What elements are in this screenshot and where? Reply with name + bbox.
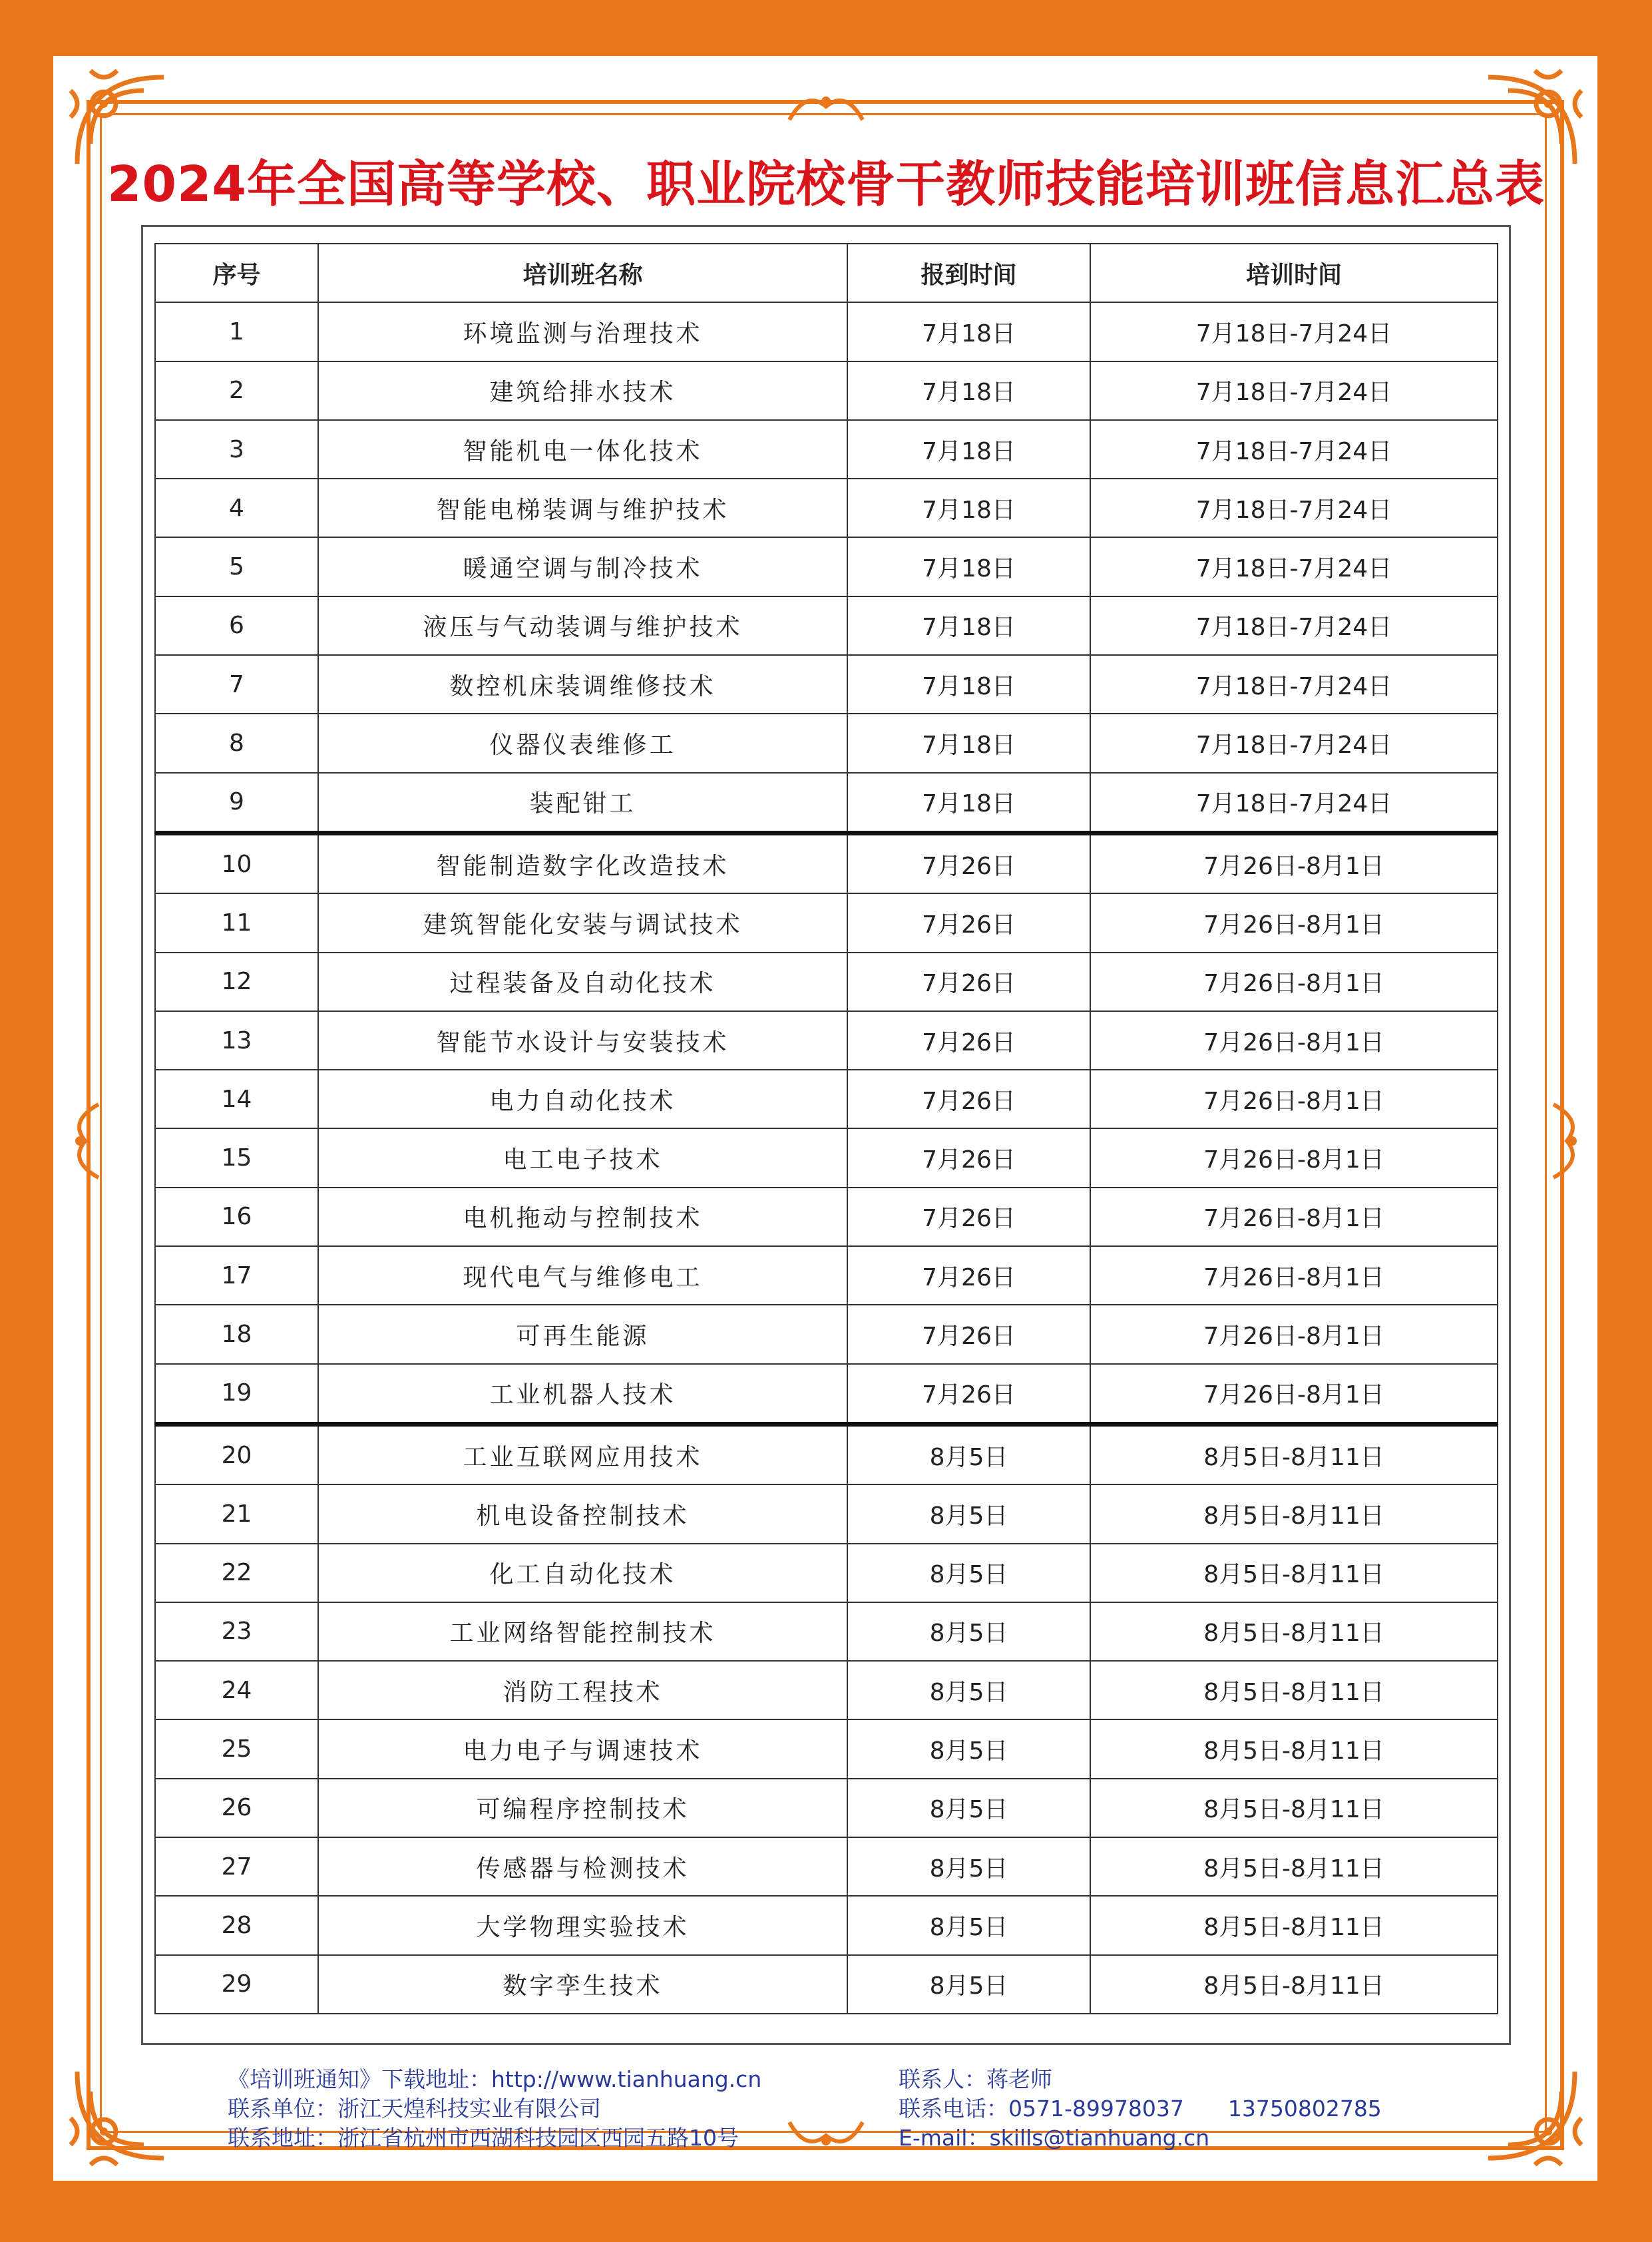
table-row <box>155 1188 1498 1246</box>
cell-no: 26 <box>155 1779 318 1837</box>
cell-no: 15 <box>155 1128 318 1187</box>
cell-checkin: 7月26日 <box>847 833 1090 893</box>
cell-no: 22 <box>155 1544 318 1602</box>
cell-no: 19 <box>155 1364 318 1425</box>
table-row <box>155 1837 1498 1896</box>
cell-period: 8月5日-8月11日 <box>1090 1602 1498 1661</box>
cell-period: 7月18日-7月24日 <box>1090 596 1498 655</box>
cell-period: 8月5日-8月11日 <box>1090 1484 1498 1543</box>
header-name: 培训班名称 <box>318 244 847 302</box>
table-row <box>155 1544 1498 1602</box>
header-period: 培训时间 <box>1090 244 1498 302</box>
cell-name: 智能电梯装调与维护技术 <box>318 479 847 537</box>
cell-checkin: 7月18日 <box>847 302 1090 361</box>
cell-checkin: 8月5日 <box>847 1837 1090 1896</box>
cell-name: 现代电气与维修电工 <box>318 1246 847 1305</box>
cell-period: 7月18日-7月24日 <box>1090 420 1498 479</box>
cell-name: 消防工程技术 <box>318 1661 847 1719</box>
cell-checkin: 8月5日 <box>847 1424 1090 1484</box>
cell-no: 9 <box>155 773 318 833</box>
cell-name: 传感器与检测技术 <box>318 1837 847 1896</box>
contact-email[interactable]: E-mail：skills@tianhuang.cn <box>899 2125 1210 2151</box>
cell-name: 可再生能源 <box>318 1305 847 1363</box>
cell-checkin: 8月5日 <box>847 1484 1090 1543</box>
table-row <box>155 953 1498 1011</box>
cell-checkin: 7月18日 <box>847 714 1090 772</box>
cell-no: 5 <box>155 537 318 596</box>
cell-no: 20 <box>155 1424 318 1484</box>
download-address[interactable]: 《培训班通知》下载地址：http://www.tianhuang.cn <box>228 2066 762 2092</box>
cell-name: 可编程序控制技术 <box>318 1779 847 1837</box>
table-row <box>155 1955 1498 2014</box>
cell-checkin: 7月26日 <box>847 893 1090 952</box>
cell-name: 电力自动化技术 <box>318 1070 847 1128</box>
cell-period: 8月5日-8月11日 <box>1090 1719 1498 1778</box>
table-row <box>155 1070 1498 1128</box>
cell-name: 智能制造数字化改造技术 <box>318 833 847 893</box>
cell-period: 7月18日-7月24日 <box>1090 655 1498 714</box>
table-row <box>155 1896 1498 1954</box>
cell-name: 暖通空调与制冷技术 <box>318 537 847 596</box>
table-row <box>155 596 1498 655</box>
cell-period: 7月26日-8月1日 <box>1090 833 1498 893</box>
cell-period: 8月5日-8月11日 <box>1090 1955 1498 2014</box>
cell-no: 12 <box>155 953 318 1011</box>
cell-period: 7月26日-8月1日 <box>1090 1128 1498 1187</box>
cell-period: 8月5日-8月11日 <box>1090 1779 1498 1837</box>
cell-name: 仪器仪表维修工 <box>318 714 847 772</box>
cell-name: 数字孪生技术 <box>318 1955 847 2014</box>
cell-period: 7月26日-8月1日 <box>1090 1070 1498 1128</box>
cell-checkin: 8月5日 <box>847 1955 1090 2014</box>
edge-ornament-icon <box>786 2116 866 2155</box>
cell-no: 4 <box>155 479 318 537</box>
header-no: 序号 <box>155 244 318 302</box>
table-row <box>155 1128 1498 1187</box>
table-row <box>155 1661 1498 1719</box>
edge-ornament-icon <box>1547 1101 1587 1181</box>
table-row <box>155 893 1498 952</box>
cell-checkin: 8月5日 <box>847 1779 1090 1837</box>
cell-period: 7月18日-7月24日 <box>1090 302 1498 361</box>
cell-name: 智能节水设计与安装技术 <box>318 1011 847 1070</box>
table-row <box>155 1719 1498 1778</box>
cell-no: 13 <box>155 1011 318 1070</box>
table-row <box>155 1484 1498 1543</box>
cell-period: 8月5日-8月11日 <box>1090 1544 1498 1602</box>
cell-checkin: 7月26日 <box>847 1011 1090 1070</box>
cell-period: 8月5日-8月11日 <box>1090 1896 1498 1954</box>
cell-name: 大学物理实验技术 <box>318 1896 847 1954</box>
table-row <box>155 1424 1498 1484</box>
corner-ornament-icon <box>64 2058 177 2171</box>
cell-no: 23 <box>155 1602 318 1661</box>
table-row <box>155 361 1498 420</box>
cell-no: 27 <box>155 1837 318 1896</box>
cell-name: 数控机床装调维修技术 <box>318 655 847 714</box>
cell-checkin: 7月18日 <box>847 655 1090 714</box>
cell-checkin: 7月18日 <box>847 361 1090 420</box>
cell-no: 1 <box>155 302 318 361</box>
cell-name: 过程装备及自动化技术 <box>318 953 847 1011</box>
cell-no: 18 <box>155 1305 318 1363</box>
cell-no: 28 <box>155 1896 318 1954</box>
cell-no: 21 <box>155 1484 318 1543</box>
cell-period: 7月26日-8月1日 <box>1090 953 1498 1011</box>
cell-period: 8月5日-8月11日 <box>1090 1661 1498 1719</box>
cell-no: 24 <box>155 1661 318 1719</box>
cell-checkin: 7月26日 <box>847 1128 1090 1187</box>
cell-checkin: 7月26日 <box>847 1070 1090 1128</box>
header-checkin: 报到时间 <box>847 244 1090 302</box>
table-row <box>155 537 1498 596</box>
cell-checkin: 7月26日 <box>847 1188 1090 1246</box>
cell-no: 6 <box>155 596 318 655</box>
table-row <box>155 1364 1498 1425</box>
table-row <box>155 833 1498 893</box>
cell-name: 智能机电一体化技术 <box>318 420 847 479</box>
cell-checkin: 8月5日 <box>847 1544 1090 1602</box>
footer-left <box>228 2065 761 2153</box>
table-row <box>155 1779 1498 1837</box>
cell-checkin: 7月26日 <box>847 1305 1090 1363</box>
table-row <box>155 714 1498 772</box>
table-row <box>155 773 1498 833</box>
cell-no: 3 <box>155 420 318 479</box>
cell-no: 17 <box>155 1246 318 1305</box>
edge-ornament-icon <box>786 87 866 126</box>
cell-period: 7月18日-7月24日 <box>1090 479 1498 537</box>
cell-no: 25 <box>155 1719 318 1778</box>
table-row <box>155 479 1498 537</box>
edge-ornament-icon <box>65 1101 105 1181</box>
cell-no: 16 <box>155 1188 318 1246</box>
cell-no: 14 <box>155 1070 318 1128</box>
table-row <box>155 1011 1498 1070</box>
cell-checkin: 8月5日 <box>847 1719 1090 1778</box>
table-row <box>155 1305 1498 1363</box>
cell-name: 化工自动化技术 <box>318 1544 847 1602</box>
cell-checkin: 7月26日 <box>847 953 1090 1011</box>
cell-checkin: 7月18日 <box>847 537 1090 596</box>
cell-name: 环境监测与治理技术 <box>318 302 847 361</box>
corner-ornament-icon <box>1475 2058 1588 2171</box>
cell-checkin: 7月26日 <box>847 1246 1090 1305</box>
cell-period: 7月26日-8月1日 <box>1090 1364 1498 1425</box>
cell-no: 8 <box>155 714 318 772</box>
cell-name: 液压与气动装调与维护技术 <box>318 596 847 655</box>
cell-period: 7月18日-7月24日 <box>1090 773 1498 833</box>
footer-right <box>899 2065 1382 2153</box>
cell-checkin: 7月18日 <box>847 420 1090 479</box>
cell-checkin: 8月5日 <box>847 1896 1090 1954</box>
cell-name: 电工电子技术 <box>318 1128 847 1187</box>
table-header-row <box>155 244 1498 302</box>
cell-period: 7月26日-8月1日 <box>1090 893 1498 952</box>
cell-period: 8月5日-8月11日 <box>1090 1837 1498 1896</box>
cell-period: 8月5日-8月11日 <box>1090 1424 1498 1484</box>
cell-no: 7 <box>155 655 318 714</box>
cell-name: 装配钳工 <box>318 773 847 833</box>
cell-period: 7月18日-7月24日 <box>1090 714 1498 772</box>
contact-unit: 联系单位：浙江天煌科技实业有限公司 <box>228 2096 601 2122</box>
cell-name: 建筑智能化安装与调试技术 <box>318 893 847 952</box>
cell-name: 机电设备控制技术 <box>318 1484 847 1543</box>
cell-period: 7月18日-7月24日 <box>1090 361 1498 420</box>
cell-name: 建筑给排水技术 <box>318 361 847 420</box>
table-row <box>155 1246 1498 1305</box>
cell-no: 29 <box>155 1955 318 2014</box>
table-row <box>155 420 1498 479</box>
contact-phone: 联系电话：0571-89978037 13750802785 <box>899 2096 1382 2122</box>
cell-no: 2 <box>155 361 318 420</box>
table-row <box>155 1602 1498 1661</box>
cell-checkin: 8月5日 <box>847 1602 1090 1661</box>
training-schedule-table <box>154 243 1498 2014</box>
cell-name: 电机拖动与控制技术 <box>318 1188 847 1246</box>
cell-period: 7月26日-8月1日 <box>1090 1188 1498 1246</box>
cell-name: 工业机器人技术 <box>318 1364 847 1425</box>
cell-checkin: 7月18日 <box>847 596 1090 655</box>
cell-name: 工业互联网应用技术 <box>318 1424 847 1484</box>
table-row <box>155 655 1498 714</box>
cell-checkin: 8月5日 <box>847 1661 1090 1719</box>
cell-period: 7月26日-8月1日 <box>1090 1246 1498 1305</box>
cell-checkin: 7月26日 <box>847 1364 1090 1425</box>
cell-checkin: 7月18日 <box>847 479 1090 537</box>
cell-period: 7月18日-7月24日 <box>1090 537 1498 596</box>
page-title: 2024年全国高等学校、职业院校骨干教师技能培训班信息汇总表 <box>107 156 1545 213</box>
cell-checkin: 7月18日 <box>847 773 1090 833</box>
cell-name: 工业网络智能控制技术 <box>318 1602 847 1661</box>
cell-period: 7月26日-8月1日 <box>1090 1011 1498 1070</box>
contact-person: 联系人：蒋老师 <box>899 2066 1052 2092</box>
table-row <box>155 302 1498 361</box>
cell-no: 10 <box>155 833 318 893</box>
cell-period: 7月26日-8月1日 <box>1090 1305 1498 1363</box>
cell-no: 11 <box>155 893 318 952</box>
cell-name: 电力电子与调速技术 <box>318 1719 847 1778</box>
table-body <box>155 302 1498 2014</box>
contact-address: 联系地址：浙江省杭州市西湖科技园区西园五路10号 <box>228 2125 739 2151</box>
